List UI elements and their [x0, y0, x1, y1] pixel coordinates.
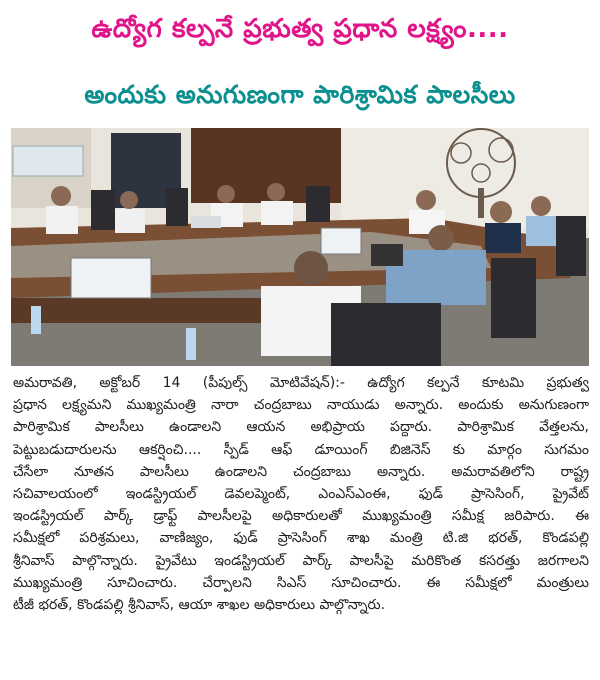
- article-line: చేసేలా నూతన పాలసీలు ఉండాలని చంద్రబాబు అన్నారు. అమరావతిలోని రాష్ట్ర: [13, 463, 589, 480]
- article-line: పారిశ్రామిక పాలసీలు ఉండాలని ఆయన అభిప్రాయ పద్దారు. పారిశ్రామిక వేత్తలను,: [13, 419, 589, 436]
- article-body: [13, 372, 589, 616]
- wall-screen: [13, 146, 83, 176]
- headline-subtitle: అందుకు అనుగుణంగా పారిశ్రామిక పాలసీలు: [84, 80, 516, 109]
- bottle: [186, 328, 196, 360]
- article-line: శ్రీనివాస్ పాల్గొన్నారు. ప్రైవేటు ఇండస్ట్రియల్ పార్క్ పాలసీపై మరికొంత కసరత్తు జరగాలని: [13, 552, 589, 569]
- bottle: [31, 306, 41, 334]
- headline-title: ఉద్యోగ కల్పనే ప్రభుత్వ ప్రధాన లక్ష్యం....: [91, 14, 509, 44]
- article-line: పెట్టుబడుదారులను ఆకర్షించి.... స్పీడ్ ఆఫ్ డూయింగ్ బిజినెస్ కు మార్గం సుగమం: [13, 441, 589, 458]
- article-line: సమీక్షలో పరిశ్రమలు, వాణిజ్యం, ఫుడ్ ప్రాసెసింగ్ శాఖ మంత్రి టి.జి భరత్, కొండపల్లి: [13, 530, 589, 547]
- article-line: టీజీ భరత్, కొండపల్లి శ్రీనివాస్, ఆయా శాఖల అధికారులు పాల్గొన్నారు.: [13, 596, 386, 613]
- meeting-photo-illustration: [11, 128, 589, 366]
- article-line: సచివాలయంలో ఇండస్ట్రియల్ డెవలప్మెంట్, ఎంఎస్ఎంఈ, ఫుడ్ ప్రాసెసింగ్, ప్రైవేట్: [13, 485, 589, 502]
- article-line: ప్రధాన లక్ష్యమని ముఖ్యమంత్రి నారా చంద్రబాబు నాయుడు అన్నారు. అందుకు అనుగుణంగా: [13, 397, 589, 414]
- article-line: అమరావతి, అక్టోబర్ 14 (పీపుల్స్ మోటివేషన్):- ఉద్యోగ కల్పనే కూటమి ప్రభుత్వ: [13, 375, 589, 391]
- article-line: ముఖ్యమంత్రి సూచించారు. చేర్పాలని సిఎస్ సూచించారు. ఈ సమీక్షలో మంత్రులు: [13, 574, 589, 591]
- article-line: ఇండస్ట్రియల్ పార్క్ డ్రాఫ్ట్ పాలసీలపై అధికారులతో ముఖ్యమంత్రి సమీక్ష జరిపారు. ఈ: [13, 508, 589, 525]
- meeting-photo: [11, 128, 589, 366]
